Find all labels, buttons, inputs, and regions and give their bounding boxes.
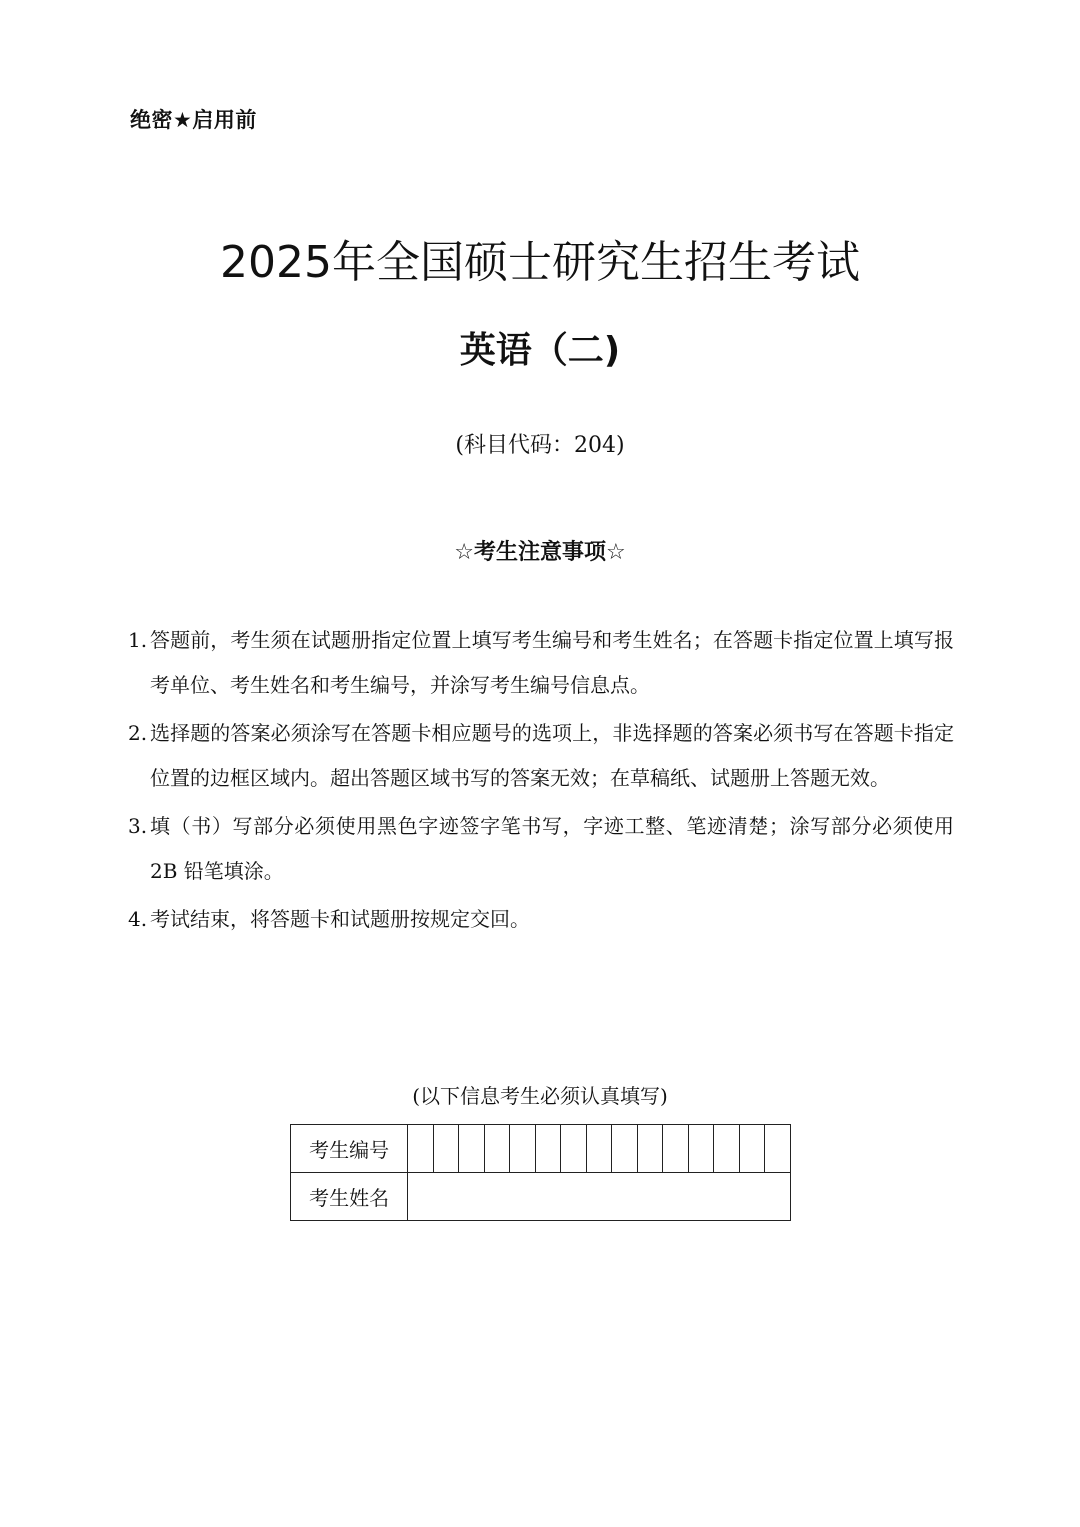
candidate-number-cell[interactable]	[586, 1125, 612, 1173]
candidate-number-cell[interactable]	[714, 1125, 740, 1173]
candidate-info-table	[290, 1124, 791, 1221]
candidate-number-cell[interactable]	[663, 1125, 689, 1173]
notice-number: 2.	[128, 721, 148, 745]
candidate-number-cell[interactable]	[612, 1125, 638, 1173]
candidate-name-row	[291, 1173, 791, 1221]
candidate-number-cell[interactable]	[688, 1125, 714, 1173]
notice-text: 填（书）写部分必须使用黑色字迹签字笔书写，字迹工整、笔迹清楚；涂写部分必须使用2B 铅笔填涂。	[150, 814, 954, 883]
candidate-number-cell[interactable]	[765, 1125, 791, 1173]
candidate-number-cell[interactable]	[637, 1125, 663, 1173]
notice-text: 考试结束，将答题卡和试题册按规定交回。	[150, 907, 530, 931]
candidate-number-cell[interactable]	[535, 1125, 561, 1173]
notice-item	[128, 618, 954, 708]
notice-number: 1.	[128, 628, 148, 652]
candidate-number-cell[interactable]	[484, 1125, 510, 1173]
notice-text: 答题前，考生须在试题册指定位置上填写考生编号和考生姓名；在答题卡指定位置上填写报考单位、考生姓名和考生编号，并涂写考生编号信息点。	[150, 628, 954, 697]
notice-list	[128, 618, 954, 945]
notice-number: 3.	[128, 814, 148, 838]
classification-label: 绝密★启用前	[130, 108, 257, 132]
candidate-number-cell[interactable]	[433, 1125, 459, 1173]
candidate-number-cell[interactable]	[739, 1125, 765, 1173]
candidate-number-cell[interactable]	[459, 1125, 485, 1173]
notice-item	[128, 711, 954, 801]
subject-code: (科目代码：204)	[455, 433, 625, 458]
candidate-number-label: 考生编号	[291, 1125, 408, 1173]
notice-heading: ☆考生注意事项☆	[454, 540, 626, 565]
fill-instruction: (以下信息考生必须认真填写)	[412, 1084, 668, 1108]
subject-title: 英语（二)	[459, 330, 621, 371]
candidate-name-label: 考生姓名	[291, 1173, 408, 1221]
exam-title: 2025年全国硕士研究生招生考试	[220, 237, 860, 288]
notice-item	[128, 897, 954, 942]
candidate-number-row	[291, 1125, 791, 1173]
notice-number: 4.	[128, 907, 148, 931]
candidate-number-cell[interactable]	[561, 1125, 587, 1173]
candidate-number-cell[interactable]	[408, 1125, 434, 1173]
candidate-number-cell[interactable]	[510, 1125, 536, 1173]
notice-text: 选择题的答案必须涂写在答题卡相应题号的选项上，非选择题的答案必须书写在答题卡指定位置的边框区域内。超出答题区域书写的答案无效；在草稿纸、试题册上答题无效。	[150, 721, 954, 790]
notice-item	[128, 804, 954, 894]
candidate-name-field[interactable]	[408, 1173, 791, 1221]
